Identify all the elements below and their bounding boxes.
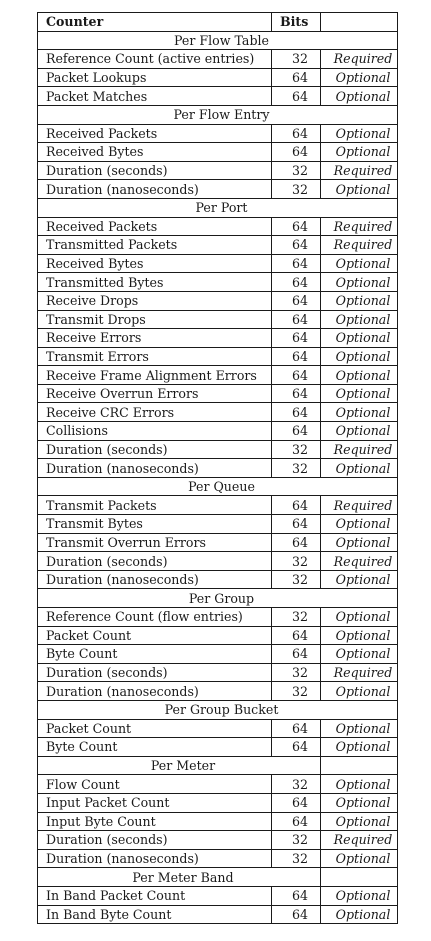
counter-name: Receive CRC Errors xyxy=(38,403,272,422)
counter-name: Transmit Bytes xyxy=(38,515,272,534)
table-row xyxy=(38,254,398,273)
counter-bits: 32 xyxy=(272,663,321,682)
counter-name: Byte Count xyxy=(38,645,272,664)
table-row xyxy=(38,849,398,868)
section-title: Per Flow Table xyxy=(38,31,398,50)
counter-name: Reference Count (active entries) xyxy=(38,50,272,69)
counter-bits: 32 xyxy=(272,161,321,180)
table-row xyxy=(38,440,398,459)
counter-bits: 64 xyxy=(272,905,321,924)
section-header-row xyxy=(38,198,398,217)
table-row xyxy=(38,291,398,310)
counter-bits: 64 xyxy=(272,886,321,905)
section-header-row xyxy=(38,31,398,50)
counter-requirement: Required xyxy=(321,50,398,69)
table-row xyxy=(38,496,398,515)
counter-bits: 64 xyxy=(272,515,321,534)
counter-requirement: Optional xyxy=(321,719,398,738)
table-row xyxy=(38,180,398,199)
section-title: Per Port xyxy=(38,198,398,217)
counter-name: Byte Count xyxy=(38,738,272,757)
counter-requirement: Required xyxy=(321,496,398,515)
table-row xyxy=(38,217,398,236)
counter-requirement: Required xyxy=(321,161,398,180)
counters-table xyxy=(37,12,398,924)
counter-name: Transmitted Packets xyxy=(38,236,272,255)
counter-bits: 64 xyxy=(272,329,321,348)
table-row xyxy=(38,608,398,627)
counter-requirement: Optional xyxy=(321,291,398,310)
counter-requirement: Optional xyxy=(321,886,398,905)
counter-requirement: Optional xyxy=(321,273,398,292)
counter-bits: 64 xyxy=(272,719,321,738)
counter-name: In Band Byte Count xyxy=(38,905,272,924)
counter-bits: 64 xyxy=(272,236,321,255)
table-row xyxy=(38,236,398,255)
counter-bits: 64 xyxy=(272,645,321,664)
counter-requirement: Optional xyxy=(321,180,398,199)
counter-name: Transmitted Bytes xyxy=(38,273,272,292)
counter-bits: 64 xyxy=(272,626,321,645)
counter-bits: 64 xyxy=(272,87,321,106)
table-row xyxy=(38,403,398,422)
counter-name: Duration (nanoseconds) xyxy=(38,180,272,199)
counter-name: Duration (nanoseconds) xyxy=(38,849,272,868)
counter-name: Flow Count xyxy=(38,775,272,794)
table-row xyxy=(38,831,398,850)
counter-bits: 32 xyxy=(272,608,321,627)
counter-name: Received Bytes xyxy=(38,143,272,162)
counter-name: Received Bytes xyxy=(38,254,272,273)
counter-requirement: Optional xyxy=(321,849,398,868)
counter-requirement: Optional xyxy=(321,254,398,273)
counter-bits: 64 xyxy=(272,68,321,87)
counter-name: Packet Count xyxy=(38,719,272,738)
counter-name: Duration (seconds) xyxy=(38,440,272,459)
table-row xyxy=(38,87,398,106)
section-header-row xyxy=(38,700,398,719)
counter-bits: 64 xyxy=(272,273,321,292)
table-row xyxy=(38,812,398,831)
counter-requirement: Optional xyxy=(321,68,398,87)
counter-bits: 64 xyxy=(272,738,321,757)
counter-requirement: Optional xyxy=(321,775,398,794)
counter-requirement: Required xyxy=(321,440,398,459)
table-row xyxy=(38,645,398,664)
table-row xyxy=(38,143,398,162)
counter-requirement: Optional xyxy=(321,905,398,924)
counter-requirement: Optional xyxy=(321,533,398,552)
counter-name: Packet Matches xyxy=(38,87,272,106)
counter-requirement: Optional xyxy=(321,124,398,143)
counter-requirement: Optional xyxy=(321,459,398,478)
counter-name: Duration (seconds) xyxy=(38,831,272,850)
counter-requirement: Optional xyxy=(321,645,398,664)
section-header-row xyxy=(38,589,398,608)
counter-bits: 32 xyxy=(272,180,321,199)
counter-requirement: Optional xyxy=(321,329,398,348)
counter-name: Packet Lookups xyxy=(38,68,272,87)
counter-name: Duration (nanoseconds) xyxy=(38,570,272,589)
header-requirement xyxy=(321,13,398,32)
counter-name: Receive Frame Alignment Errors xyxy=(38,366,272,385)
counter-requirement: Optional xyxy=(321,422,398,441)
counter-bits: 64 xyxy=(272,793,321,812)
counter-requirement: Optional xyxy=(321,143,398,162)
counter-name: Transmit Overrun Errors xyxy=(38,533,272,552)
table-row xyxy=(38,347,398,366)
counter-requirement: Optional xyxy=(321,793,398,812)
counter-bits: 64 xyxy=(272,143,321,162)
table-row xyxy=(38,793,398,812)
counter-bits: 32 xyxy=(272,831,321,850)
table-row xyxy=(38,459,398,478)
counter-bits: 64 xyxy=(272,422,321,441)
counter-bits: 32 xyxy=(272,50,321,69)
counter-bits: 32 xyxy=(272,775,321,794)
counter-name: Transmit Errors xyxy=(38,347,272,366)
table-row xyxy=(38,905,398,924)
table-row xyxy=(38,663,398,682)
counter-bits: 64 xyxy=(272,291,321,310)
counter-name: Duration (seconds) xyxy=(38,663,272,682)
table-row xyxy=(38,329,398,348)
table-row xyxy=(38,161,398,180)
section-title: Per Group xyxy=(38,589,398,608)
counter-requirement: Required xyxy=(321,217,398,236)
counter-bits: 64 xyxy=(272,254,321,273)
counter-name: Reference Count (flow entries) xyxy=(38,608,272,627)
table-row xyxy=(38,515,398,534)
table-body xyxy=(38,31,398,924)
counter-bits: 64 xyxy=(272,403,321,422)
section-title: Per Group Bucket xyxy=(38,700,398,719)
counter-name: Collisions xyxy=(38,422,272,441)
counter-requirement: Optional xyxy=(321,812,398,831)
counter-name: In Band Packet Count xyxy=(38,886,272,905)
counter-requirement: Required xyxy=(321,552,398,571)
counter-name: Duration (nanoseconds) xyxy=(38,682,272,701)
header-counter: Counter xyxy=(38,13,272,32)
counter-requirement: Optional xyxy=(321,87,398,106)
counter-bits: 32 xyxy=(272,849,321,868)
section-header-row xyxy=(38,105,398,124)
counter-name: Duration (seconds) xyxy=(38,161,272,180)
counter-bits: 32 xyxy=(272,459,321,478)
counter-name: Input Byte Count xyxy=(38,812,272,831)
counter-bits: 32 xyxy=(272,552,321,571)
counter-name: Received Packets xyxy=(38,124,272,143)
table-row xyxy=(38,886,398,905)
counter-bits: 64 xyxy=(272,347,321,366)
counter-requirement: Optional xyxy=(321,347,398,366)
counter-name: Receive Errors xyxy=(38,329,272,348)
section-title: Per Queue xyxy=(38,477,398,496)
section-header-row xyxy=(38,477,398,496)
counter-bits: 64 xyxy=(272,124,321,143)
table-row xyxy=(38,310,398,329)
counter-bits: 32 xyxy=(272,570,321,589)
counter-bits: 64 xyxy=(272,366,321,385)
counter-name: Transmit Packets xyxy=(38,496,272,515)
counter-name: Packet Count xyxy=(38,626,272,645)
section-header-row xyxy=(38,756,398,775)
counter-name: Duration (nanoseconds) xyxy=(38,459,272,478)
table-row xyxy=(38,682,398,701)
header-bits: Bits xyxy=(272,13,321,32)
table-row xyxy=(38,384,398,403)
counter-requirement: Required xyxy=(321,831,398,850)
counter-requirement: Optional xyxy=(321,384,398,403)
section-title: Per Meter xyxy=(38,756,321,775)
section-blank-cell xyxy=(321,868,398,887)
section-blank-cell xyxy=(321,756,398,775)
table-row xyxy=(38,775,398,794)
counter-bits: 32 xyxy=(272,440,321,459)
counter-name: Received Packets xyxy=(38,217,272,236)
table-row xyxy=(38,68,398,87)
counter-bits: 32 xyxy=(272,682,321,701)
table-row xyxy=(38,124,398,143)
table-row xyxy=(38,533,398,552)
table-row xyxy=(38,50,398,69)
header-row xyxy=(38,13,398,32)
counter-requirement: Optional xyxy=(321,738,398,757)
counter-requirement: Optional xyxy=(321,310,398,329)
counter-name: Receive Overrun Errors xyxy=(38,384,272,403)
table-row xyxy=(38,366,398,385)
counter-requirement: Required xyxy=(321,663,398,682)
counter-requirement: Optional xyxy=(321,366,398,385)
counter-requirement: Optional xyxy=(321,626,398,645)
counter-name: Input Packet Count xyxy=(38,793,272,812)
counter-bits: 64 xyxy=(272,310,321,329)
counter-requirement: Optional xyxy=(321,682,398,701)
section-header-row xyxy=(38,868,398,887)
counter-bits: 64 xyxy=(272,533,321,552)
counter-requirement: Optional xyxy=(321,403,398,422)
section-title: Per Meter Band xyxy=(38,868,321,887)
counter-name: Transmit Drops xyxy=(38,310,272,329)
table-row xyxy=(38,570,398,589)
table-row xyxy=(38,719,398,738)
table-row xyxy=(38,738,398,757)
counter-name: Receive Drops xyxy=(38,291,272,310)
table-row xyxy=(38,552,398,571)
table-row xyxy=(38,422,398,441)
counter-bits: 64 xyxy=(272,217,321,236)
counter-requirement: Optional xyxy=(321,608,398,627)
counter-requirement: Optional xyxy=(321,515,398,534)
counter-name: Duration (seconds) xyxy=(38,552,272,571)
counter-bits: 64 xyxy=(272,384,321,403)
section-title: Per Flow Entry xyxy=(38,105,398,124)
counter-bits: 64 xyxy=(272,496,321,515)
counter-requirement: Required xyxy=(321,236,398,255)
table-row xyxy=(38,626,398,645)
counter-requirement: Optional xyxy=(321,570,398,589)
counter-bits: 64 xyxy=(272,812,321,831)
table-row xyxy=(38,273,398,292)
